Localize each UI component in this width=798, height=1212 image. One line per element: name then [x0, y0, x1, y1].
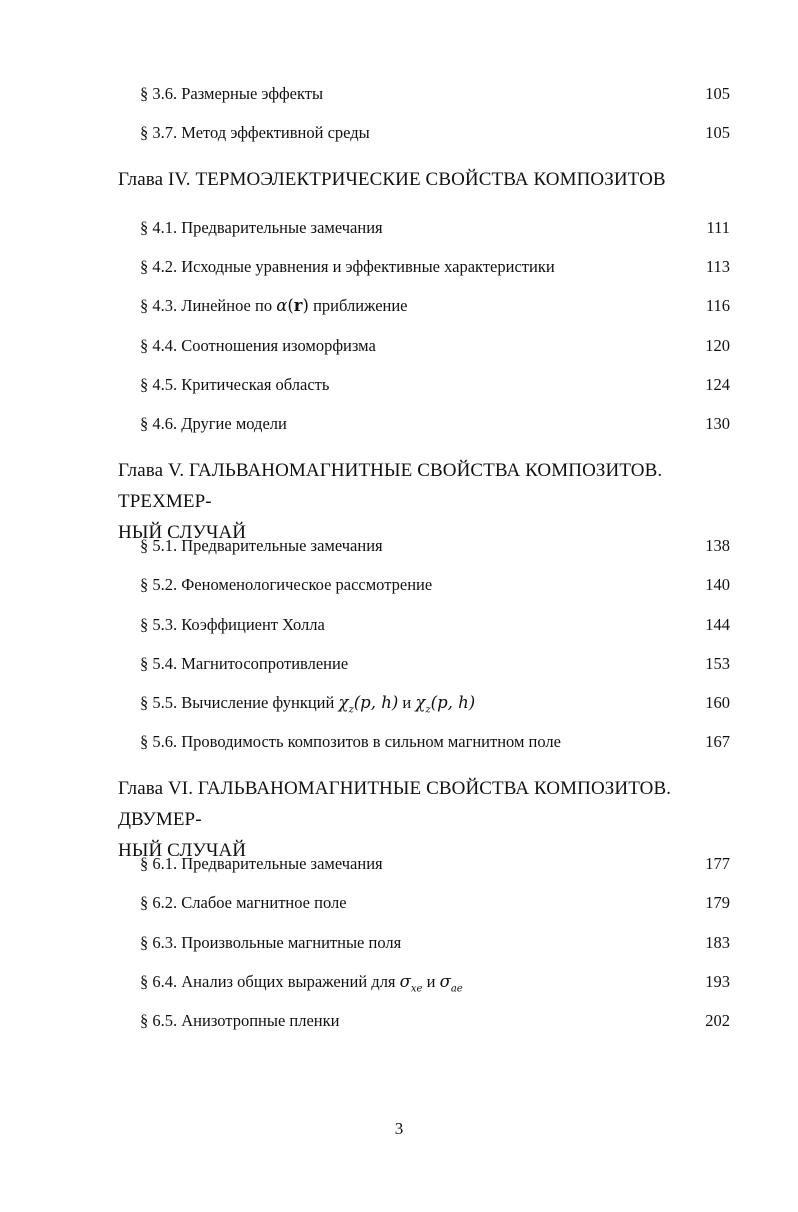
toc-entry-4-1[interactable] [140, 216, 730, 240]
toc-entry-label: § 5.5. Вычисление функций $\chi_z(p$, h) и $\chi_z(p$, h) [140, 693, 476, 716]
toc-entry-label: § 5.3. Коэффициент Холла [140, 615, 325, 634]
toc-entry-5-6[interactable] [140, 730, 730, 754]
toc-entry-4-3[interactable] [140, 294, 730, 318]
toc-entry-6-5[interactable] [140, 1009, 730, 1033]
sigma-formula-2: $\sigma_{ae}$ [439, 972, 463, 995]
toc-entry-label: § 3.7. Метод эффективной среды [140, 123, 370, 142]
toc-entry-label: § 4.1. Предварительные замечания [140, 218, 383, 237]
toc-entry-label: § 5.6. Проводимость композитов в сильном магнитном поле [140, 732, 561, 751]
toc-entry-page: 105 [705, 84, 730, 103]
toc-entry-page: 113 [705, 257, 730, 276]
toc-entry-label: § 6.3. Произвольные магнитные поля [140, 933, 402, 952]
toc-entry-label: § 4.5. Критическая область [140, 375, 330, 394]
toc-entry-page: 120 [705, 336, 730, 355]
toc-entry-page: 111 [706, 218, 730, 237]
toc-entry-page: 193 [705, 972, 730, 991]
toc-entry-page: 177 [705, 854, 730, 873]
toc-entry-5-4[interactable] [140, 652, 730, 676]
toc-entry-label: § 6.2. Слабое магнитное поле [140, 893, 347, 912]
toc-entry-4-6[interactable] [140, 412, 730, 436]
toc-entry-page: 167 [705, 732, 730, 751]
page-number: 3 [394, 1119, 404, 1138]
toc-entry-3-6[interactable] [140, 82, 730, 106]
toc-entry-3-7[interactable] [140, 121, 730, 145]
toc-entry-page: 183 [705, 933, 730, 952]
chapter-4-heading[interactable]: Глава IV. ТЕРМОЭЛЕКТРИЧЕСКИЕ СВОЙСТВА КОМПОЗИТОВ [118, 169, 666, 190]
chi-formula-1: $\chi_z(p$, h) [338, 693, 399, 716]
toc-entry-label: § 5.2. Феноменологическое рассмотрение [140, 575, 433, 594]
toc-entry-6-2[interactable] [140, 891, 730, 915]
toc-entry-5-5[interactable] [140, 691, 730, 715]
toc-entry-4-4[interactable] [140, 334, 730, 358]
toc-entry-page: 124 [705, 375, 730, 394]
toc-entry-label: § 3.6. Размерные эффекты [140, 84, 324, 103]
toc-entry-label: § 4.6. Другие модели [140, 414, 287, 433]
chapter-6-heading[interactable]: Глава VI. ГАЛЬВАНОМАГНИТНЫЕ СВОЙСТВА КОМПОЗИТОВ. ДВУМЕР- НЫЙ СЛУЧАЙ [118, 778, 672, 861]
toc-entry-5-2[interactable] [140, 573, 730, 597]
toc-entry-label: § 4.3. Линейное по α(r) приближение [140, 296, 408, 315]
toc-entry-4-5[interactable] [140, 373, 730, 397]
chi-formula-2: $\chi_z(p$, h) [415, 693, 476, 716]
toc-entry-page: 160 [705, 693, 730, 712]
toc-entry-label: § 6.5. Анизотропные пленки [140, 1011, 340, 1030]
toc-entry-page: 105 [705, 123, 730, 142]
toc-entry-4-2[interactable] [140, 255, 730, 279]
toc-entry-page: 179 [705, 893, 730, 912]
toc-entry-label: § 6.4. Анализ общих выражений для $\sigma_{xe}$ и $\sigma_{ae}$ [140, 972, 463, 995]
toc-entry-6-3[interactable] [140, 931, 730, 955]
toc-entry-label: § 4.4. Соотношения изоморфизма [140, 336, 376, 355]
toc-entry-page: 130 [705, 414, 730, 433]
toc-entry-6-1[interactable] [140, 852, 730, 876]
toc-entry-page: 140 [705, 575, 730, 594]
toc-entry-5-3[interactable] [140, 613, 730, 637]
toc-entry-label: § 4.2. Исходные уравнения и эффективные характеристики [140, 257, 555, 276]
toc-entry-page: 138 [705, 536, 730, 555]
alpha-formula: α(r) [276, 296, 309, 315]
chapter-5-heading[interactable]: Глава V. ГАЛЬВАНОМАГНИТНЫЕ СВОЙСТВА КОМПОЗИТОВ. ТРЕХМЕР- НЫЙ СЛУЧАЙ [118, 460, 663, 543]
toc-entry-label: § 5.1. Предварительные замечания [140, 536, 383, 555]
toc-entry-page: 144 [705, 615, 730, 634]
toc-entry-label: § 5.4. Магнитосопротивление [140, 654, 349, 673]
toc-entry-label: § 6.1. Предварительные замечания [140, 854, 383, 873]
toc-entry-page: 153 [705, 654, 730, 673]
toc-entry-6-4[interactable] [140, 970, 730, 994]
sigma-formula-1: $\sigma_{xe}$ [399, 972, 423, 995]
toc-entry-page: 202 [705, 1011, 730, 1030]
toc-entry-page: 116 [705, 296, 730, 315]
toc-entry-5-1[interactable] [140, 534, 730, 558]
